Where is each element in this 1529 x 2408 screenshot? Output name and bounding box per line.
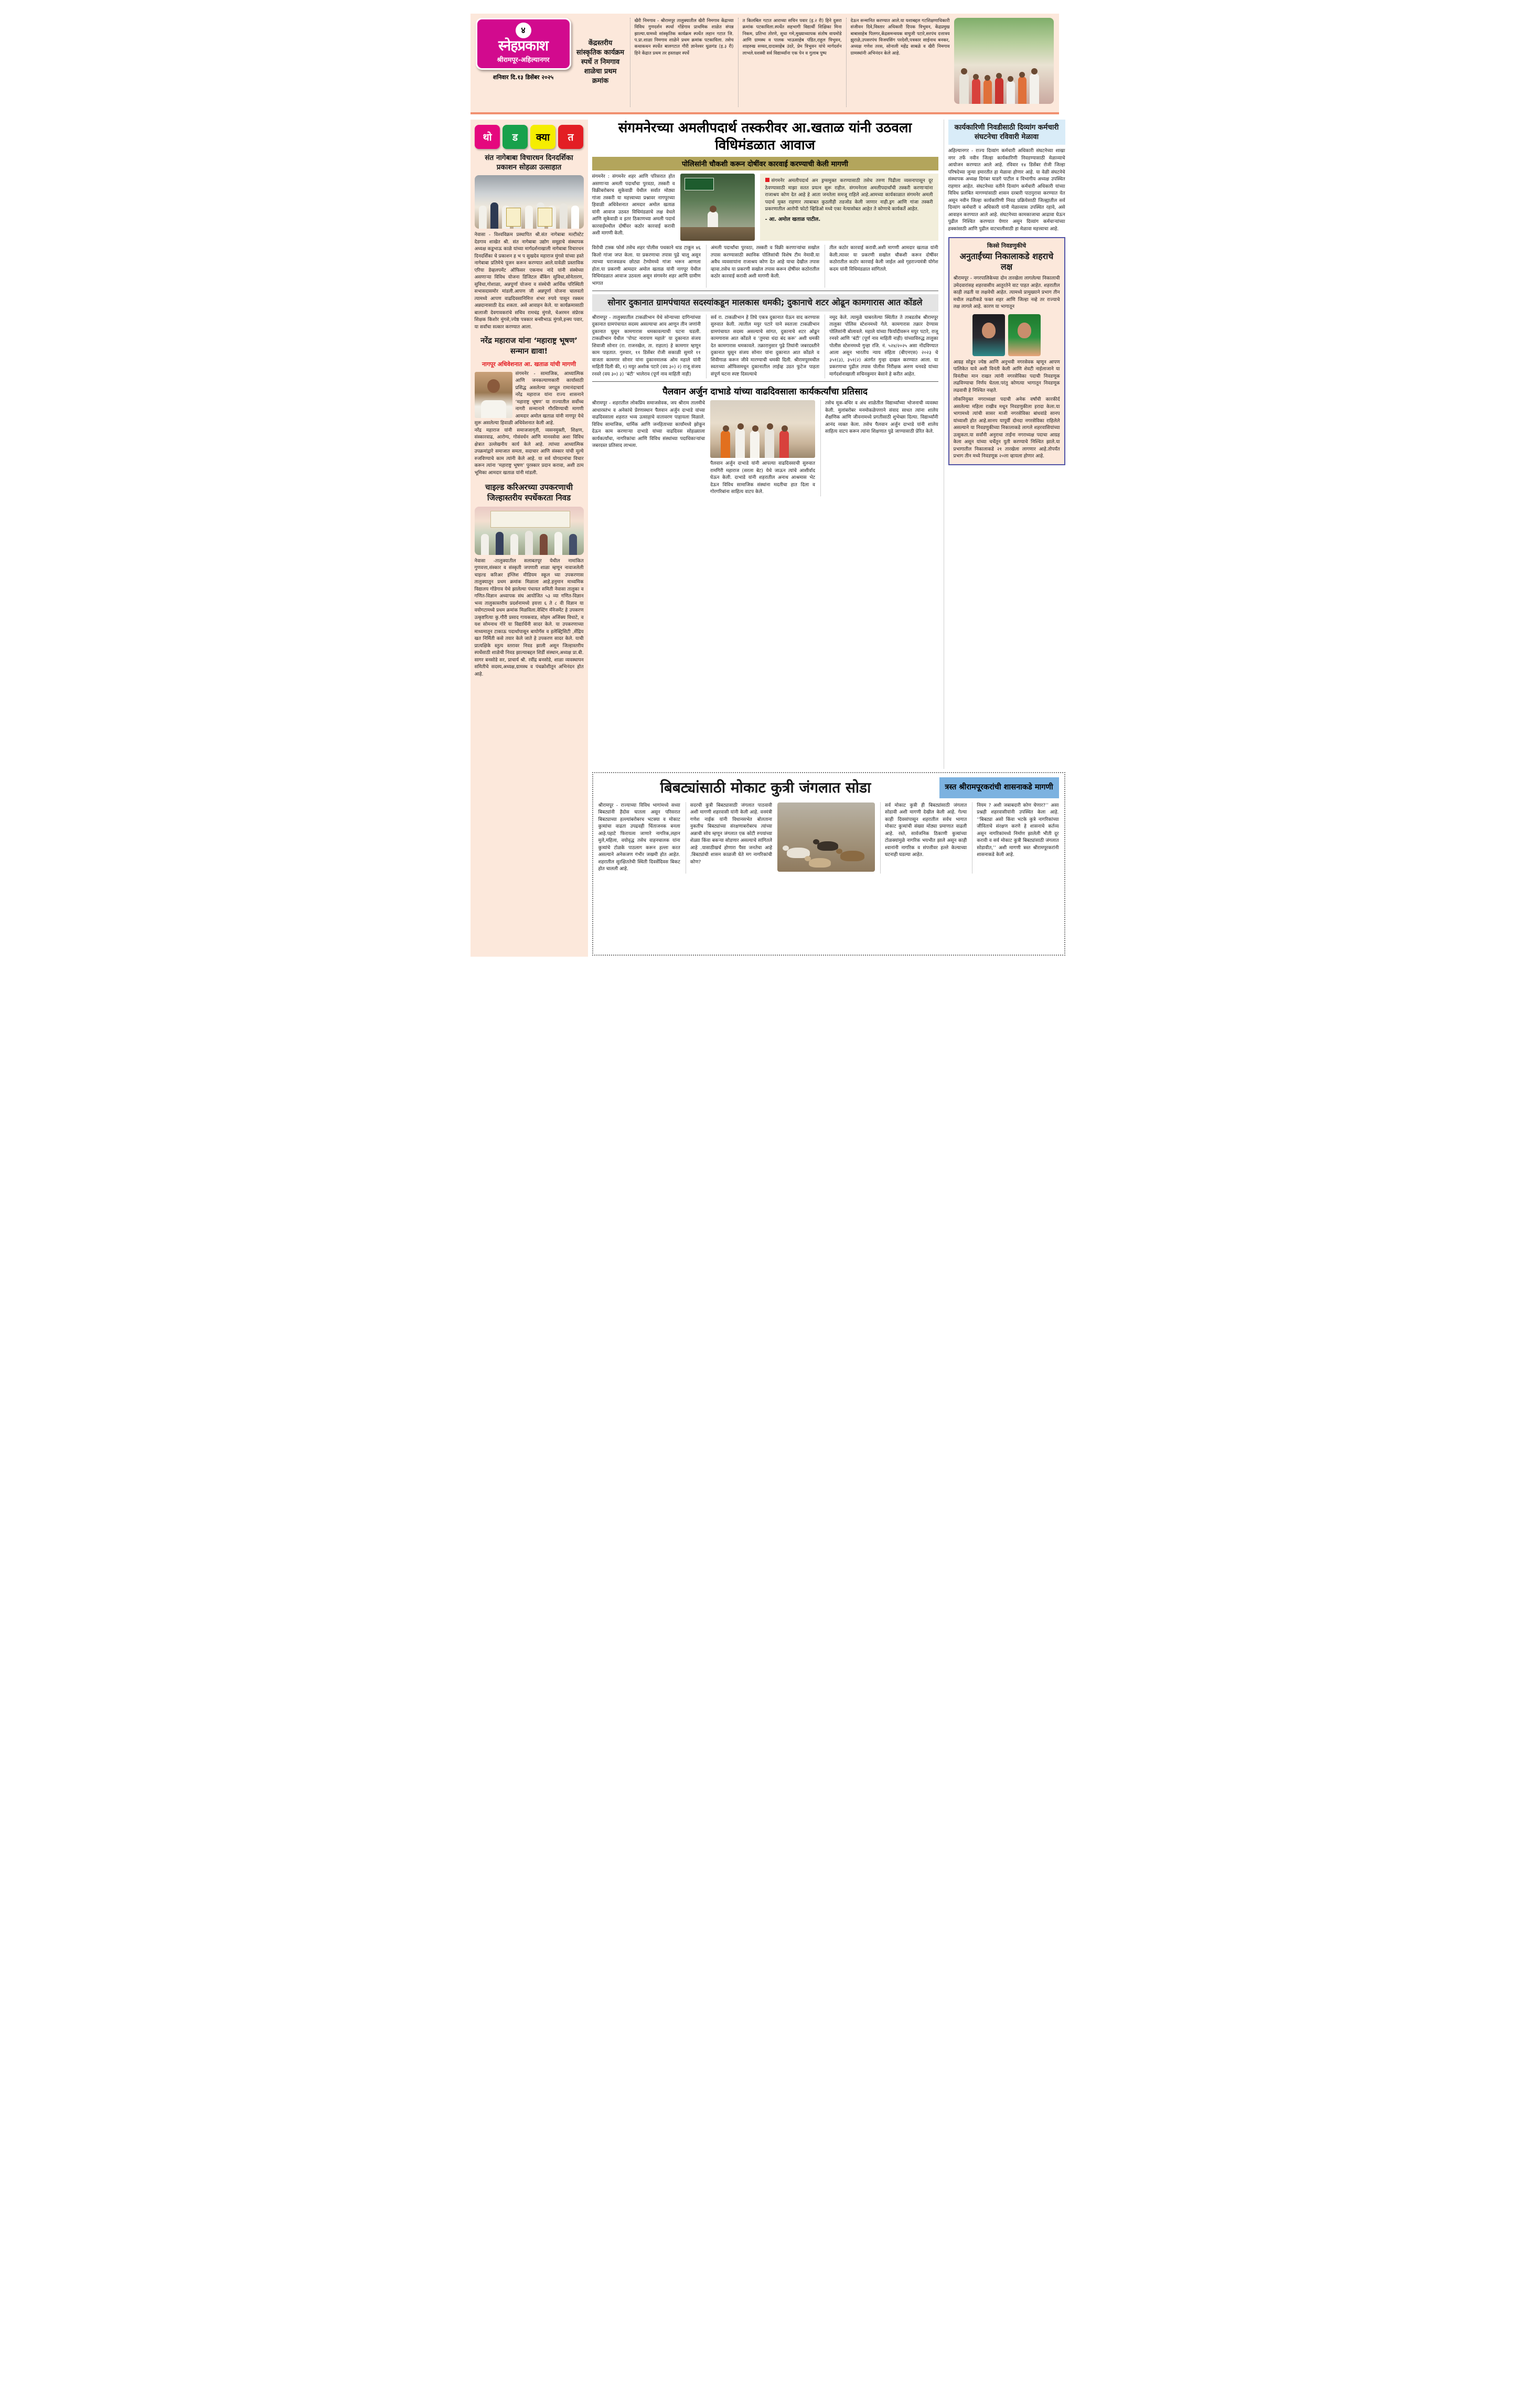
right-column xyxy=(944,120,1065,769)
top-article-col-2: त किलबिल गटात आराध्या सचिन पवार (इ.२ री) हिने दुसरा क्रमांक पटकाविला.स्पर्धेत सहभागी विद्यार्थी शिक्षिका मिना निकम, प्रतिभा तोरणे, सुधा गमे,मुख्याध्यापक संतोष वायमोडे आणि ग्रामस्थ व पालक भाऊसाहेब पंडित,राहुल त्रिभुवन, शाहरुख सय्यद,दादासाहेब उंदरे, प्रेम त्रिभुवन यांचे मार्गदर्शन लाभले.यशस्वी सर्व विद्यार्थ्यांना एक पेन व गुलाब पुष्प xyxy=(738,18,842,107)
anutai-col-3: लोकनियुक्त नगराध्यक्षा पदाची अनेक वर्षांची कारकीर्द असलेल्या महिला राखीव मधून निवडणुकीला इरादा केला.या भागामध्ये त्यांची सासर माजी नगरसेविका बांधवांडे सानप यांच्याशी होत आहे.सानप यापूर्वी दोनदा नगरसेविका राहिलेले असल्याने या निवडणुकीच्या निकालाकडे लागले शहरवासियांच्या उत्सुकता.या सर्वांनी अनुराधा ताईंना नगराध्यक्ष पदाचा आग्रह केला असून यांच्या चर्चेतून युती करण्याचे निश्चित झाले.या प्रभागातील निकालाकडे २१ तारखेला लागणार आहे.तोपर्यंत प्रभाग तीन मध्ये निवडणूक २०ला व्हायला होणार आहे. xyxy=(953,397,1060,459)
pailwan-article-photo xyxy=(710,400,815,458)
portrait-candidate-1 xyxy=(972,314,1005,356)
bibtya-col-2: सदरची कुत्री बिबट्यासाठी जंगलात पाठवावी अशी मागणी शहरवासी यांनी केली आहे. वनमंत्री गणेश नाईक यांनी विधानसभेत बोलताना नुकतीच बिबट्यांच्या संरक्षणाबरोबरच त्यांच्या अन्नाची सोय म्हणून जंगलात एक कोटी रुपयांच्या शेळ्या किंवा बकऱ्या सोडणार असल्याचे सांगितले आहे .यासाठीखर्च होणारा पैसा जनतेचा आहे .बिबट्यांची शासन काळजी घेते मग नागरिकांची कोण? xyxy=(686,802,772,873)
pailwan-article-headline: पैलवान अर्जुन दाभाडे यांच्या वाढदिवसाला कार्यकर्त्यांचा प्रतिसाद xyxy=(662,387,868,398)
masthead xyxy=(476,18,571,107)
child-career-body: नेवासा -तालुक्यातील सलाबतपूर येथील नामांकित गुणवत्ता,संस्कार व संस्कृती जपणारी शाळा म्हणून नावाजलेली चाइल्ड करिअर इंग्लिश मीडियम स्कूल च्या उपकरणास तालुक्यातून प्रथम क्रमांक मिळाला आहे.हनुमान माध्यमिक विद्यालय गोंडेगाव येथे झालेल्या पंचायत समिती नेवासा तालुका व गणित-विज्ञान अध्यापक संघ आयोजित ५३ व्या गणित-विज्ञान भव्य तालुकास्तरीय प्रदर्शनामध्ये इयत्ता ६ ते ८ वी विज्ञान या वयोगटामध्ये प्रथम क्रमांक मिळविला.वेस्टिंग मॅनेजमेंट हे उपकरण उत्कृष्टरित्या कु.गौरी प्रसाद गायकवाड, सोहम अजिंक्य विधाटे, व यश सोमनाथ गोरे या विद्यार्थिनी सादर केले. या उपकरणाच्या माध्यमातून टाकाऊ पदार्थापासून बायोगॅस व इलेक्ट्रिसिटी ,सेंद्रिय खत निर्मिती कसे तयार केले जाते हे उपकरण सादर केले. याची प्रात्यक्षिके स्तुत्य स्तरावर निवड झाली असून जिल्हास्तरीय स्पर्धेसाठी शाळेची निवड झाल्याबद्दल शिर्डी संस्थान,अध्यक्ष प्रा.बी. सागर बनसोडे सर, प्राचार्य श्री. रवींद्र बनसोडे, शाळा व्यवस्थापन समितीचे सदस्य,अध्यक्ष,ग्रामस्थ व पंचक्रोशीतून अभिनंदन होत आहे. xyxy=(474,558,584,677)
top-strip xyxy=(471,14,1059,114)
top-article-photo-children-group xyxy=(954,18,1054,104)
quote-text: संगमनेर अमलीपदार्थ अन ड्रग्समुक्त करण्यासाठी तसेच तरुण पिढीला व्यसनापासून दूर ठेवण्यासाठी माझा सतत प्रयत्न सुरू राहील. संगमनेरला अमलीपदार्थांची तस्करी करणाऱ्यांना राजाश्रय कोण देत आहे हे आता जनतेला समजू राहिले आहे.आमच्या कार्यकाळात संगमनेर अमली पदार्थ मुक्त राहणार त्याबाबत कुठलीही तडजोड केली जाणार नाही.ड्रग आणि गांजा तस्करी प्रकरणातील आरोपी फोटो व्हिडिओ मध्ये एका नेत्यासोबत आहेत ते कोणाचे कार्यकर्ते आहेत. xyxy=(765,178,933,212)
main-article-quote-box xyxy=(760,174,938,241)
tile-kya: क्या xyxy=(530,125,555,149)
thodkyat-banner xyxy=(475,125,584,149)
top-article-headline: केंद्रस्तरीय सांस्कृतिक कार्यक्रम स्पर्धे त निमगाव शाळेचा प्रथम क्रमांक xyxy=(576,39,625,85)
main-article-col-1: संगमनेर : संगमनेर शहर आणि परिसरात होत असणाऱ्या अमली पदार्थांचा पुरवठा, तस्करी व विक्रीबरोबरच सुकेवाडी येथील सर्वात मोठ्या गांजा तस्करी या महत्त्वाच्या प्रश्नावर नागपूरच्या हिवाळी अधिवेशनात आमदार अमोल खताळ यांनी आवाज उठवत विधिमंडळाचे लक्ष वेधले आणि सुकेवाडी व इतर ठिकाणच्या अमली पदार्थ कारवाईमधील दोषींवर कठोर कारवाई करावी अशी मागणी केली. xyxy=(592,174,675,236)
anutai-col-2: आग्रह सोडून ज्येष्ठ आणि अनुभवी नगरसेवक म्हणून आपण पालिकेत यावे अशी विनंती केली आणि शेवटी नाईलाजाने या विनंतीचा मान राखत त्यांनी नगरसेविका पदाची निवडणूक लढविण्याचा निर्णय घेतला.परंतु कोणत्या भागातून निवडणूक लढवावी हे निश्चित नव्हते. xyxy=(953,359,1060,393)
bibtya-demand-box: त्रस्त श्रीरामपूरकरांची शासनाकडे मागणी xyxy=(939,777,1059,798)
paper-title: स्नेहप्रकाश xyxy=(498,38,549,54)
melava-article-headline: कार्यकारिणी निवडीसाठी दिव्यांग कर्मचारी संघटनेचा रविवारी मेळावा xyxy=(948,120,1065,145)
bibtya-col-1: श्रीरामपूर - राज्याच्या विविध भागांमध्ये सध्या बिबट्यांनी हैदोस घातला असून परिसरात बिबट्याच्या हल्ल्यांबरोबरच भटक्या व मोकाट कुत्र्यांचा वाढता उपद्रवही चिंताजनक बनला आहे.पहाटे फिरायला जाणारे नागरिक,लहान मुले,महिला, वयोवृद्ध तसेच वाहनचालक यांना कुत्र्यांचे टोळके पाठलाग करून हल्ला करत असल्याने अनेकजण गंभीर जखमी होत आहेत. शहरातील सुरक्षिततेची स्थिती दिवसेंदिवस बिकट होत चालली आहे. xyxy=(598,802,680,872)
bibtya-section xyxy=(592,772,1065,956)
issue-date: शनिवार दि.१३ डिसेंबर २०२५ xyxy=(493,73,554,81)
anutai-article-box xyxy=(948,237,1065,465)
paper-edition: श्रीरामपूर-अहिल्यानगर xyxy=(497,55,550,63)
bibtya-col-3: सर्व मोकाट कुत्री ही बिबट्यांसाठी जंगलात सोडावी अशी मागणी देखील केली आहे. गेल्या काही दिवसांपासून शहरातील सर्वच भागात मोकाट कुत्र्यांची संख्या मोठ्या प्रमाणात वाढली आहे. रस्ते, सार्वजनिक ठिकाणी कुत्र्यांच्या टोळक्यांमुळे नागरिक भयभीत झाले असून काही श्वानांनी नागरिक व संपत्तीवर हल्ले केल्याच्या घटनाही घडल्या आहेत. xyxy=(880,802,967,873)
divider xyxy=(592,381,938,382)
anutai-portraits xyxy=(954,314,1060,356)
calendar-article-body: नेवासा - विश्वविक्रम प्रस्थापित श्री.संत नागेबाबा मल्टीस्टेट देडगाव शाखेत श्री. संत नागेबाबा उद्योग समूहाचे संस्थापक अध्यक्ष कडूभाऊ काळे यांच्या मार्गदर्शनाखाली नागेबाबा विचारधन दिनदर्शिका चे प्रकाशन ह भ प सुखदेव महाराज मुंगसे यांच्या हस्ते नागेबाबा प्रतिमेचे पूजन करून करण्यात आले.यावेळी प्रस्ताविक एरिया डेव्हलपमेंट ऑफिसर एकनाथ नांदे यांनी संस्थेच्या असणाऱ्या विविध योजना डिजिटल बँकिंग सुविधा,सोनेतारण, सुविधा,गोशाळा, अन्नपूर्णा योजना व संस्थेची आर्थिक परिस्थिती सभासदासमोर मांडली.आपण जी अन्नपूर्णा योजना चालवतो त्यामध्ये आपण वाढदिवसानिमित्त शंभर रुपये पासून रक्कम अन्नदानासाठी देऊ शकता. असे आवाहन केले. या कार्यक्रमासाठी बालाजी देवगावकरांचे सचिव रामचंद्र मुंगसे, चेअरमन संप्रेरक शिक्षक किशोर मुंगसे,ज्येष्ठ पत्रकार बन्सीभाऊ मुंगसे,इन्स्प पवार, या सर्वांचा सत्कार करण्यात आला. xyxy=(474,232,584,330)
bhushan-article-portrait xyxy=(475,372,512,418)
page-number-badge: ४ xyxy=(516,23,531,38)
tile-ta: त xyxy=(558,125,583,149)
bhushan-article-body: संगमनेर - सामाजिक, आध्यात्मिक आणि जनकल्याणकारी कार्यासाठी प्रसिद्ध असलेल्या जगद्गुरु रामानंदाचार्य नरेंद्र महाराज यांना राज्य शासनाने ‘महाराष्ट्र भूषण’ या राज्यातील सर्वोच्च नागरी सन्मानाने गौरविण्याची मागणी आमदार अमोल खताळ यांनी नागपूर येथे सुरू असलेल्या हिवाळी अधिवेशनात केली आहे. xyxy=(474,371,584,426)
main-article-col-3: अंमली पदार्थांचा पुरवठा, तस्करी व विक्री करणाऱ्यांचा सखोल तपास करण्यासाठी स्थानिक पोलिसांची विशेष टीम नेमावी.या अवैध व्यवसायांना राजाश्रय कोण देत आहे याचा देखील तपास व्हावा.तसेच या प्रकरणी सखोल तपास करून दोषींवर कठोरातील कठोर कारवाई करावी अशी मागणी केली. xyxy=(706,245,819,287)
sonar-article-headline: सोनार दुकानात ग्रामपंचायत सदस्यांकडून मालकास धमकी; दुकानाचे शटर ओढून कामगारास आत कोंडले xyxy=(592,294,938,312)
masthead-box xyxy=(476,18,571,70)
main-article-photo-assembly xyxy=(680,174,755,241)
main-article-columns xyxy=(592,245,938,287)
sonar-col-3: नमूद केले. त्यामुळे घाबरलेल्या स्थितीत ते ताबडतोब श्रीरामपूर तालुका पोलिस स्टेशनमध्ये गेले. कामगारास तक्रार देण्यास पोलिसांनी बोलावले. महाले यांच्या फिर्यादीवरून मयुर पटारे, राजू रनवरे आणि ‘बंटी’ (पूर्ण नाव माहिती नाही) यांच्याविरुद्ध तालुका पोलीस स्टेशनमध्ये गुन्हा रजि. नं. ५२४/२०२५ असा नोंदविण्यात आला असून भारतीय न्याय संहिता (बीएनएस) २०२३ चे ३५१(३), ३५१(२) अंतर्गत गुन्हा दाखल करण्यात आला. या प्रकरणाचा पुढील तपास पोलीस निरीक्षक अरुण धनवडे यांच्या मार्गदर्शनाखाली सचिनकुमार बेसाने हे करीत आहेत. xyxy=(825,315,938,379)
center-column xyxy=(592,120,938,769)
calendar-article-photo xyxy=(475,175,584,229)
bhushan-article-headline: नरेंद्र महाराज यांना ‘महाराष्ट्र भूषण’ सन्मान द्यावा! xyxy=(480,337,578,356)
bibtya-header xyxy=(598,777,1059,798)
child-career-headline: चाइल्ड करिअरच्या उपकरणाची जिल्हास्तरीय स्पर्धेकरता निवड xyxy=(485,483,573,503)
bibtya-photo-stray-dogs xyxy=(777,802,875,872)
main-article-top xyxy=(592,174,938,241)
sonar-col-1: श्रीरामपूर - तालुक्यातील टाकळीभान येथे सोन्याच्या दागिन्यांच्या दुकानात ग्रामपंचायत सदस्य असल्याचा आव आणून तीन जणांनी दुकानात घुसून कामगारास धमकावल्याची घटना घडली. टाकळीभान येथील ‘पोपट नारायण महाले’ या दुकानात संजय शिवाजी सोनार (रा. राजनखेल, ता. राहाता) हे कामगार म्हणून काम पाहतात. गुरुवार, ११ डिसेंबर रोजी सकाळी सुमारे ११ वाजता कामगार सोनार यांना दुकानमालक ओम महाले यांनी माहिती दिली की, १) मयुर अशोक पटारे (वय ३०) २) राजू संजय रनवरे (वय ३०) ३) ‘बंटी’ भालेराव (पूर्ण नाव माहिती नाही) xyxy=(592,315,701,377)
pailwan-article-row xyxy=(592,400,938,496)
bibtya-headline: बिबट्यांसाठी मोकाट कुत्री जंगलात सोडा xyxy=(660,778,871,796)
pailwan-col-2: पैलवान अर्जुन दाभाडे यांनी आपल्या वाढदिवसाची सुरुवात रामगिरी महाराज (सरला बेट) येथे जाऊन त्यांचे आशीर्वाद घेऊन केली. दाभाडे यांनी शहरातील अनाथ आश्रमास भेट देऊन विविध सामाजिक संस्थांना मदतीचा हात दिला व गोरगरिबांना साहित्य वाटप केले. xyxy=(710,461,815,495)
main-article-subhead: पोलिसांनी चौकशी करून दोषींवर कारवाई करण्याची केली मागणी xyxy=(592,157,938,170)
main-article-col-2: विरोधी टास्क फोर्स तसेच शहर पोलीस पथकाने धाड टाकून ४६ किलो गांजा जप्त केला. या प्रकरणाचा तपास पुढे चालू असून त्याच्या घराजवळच छोट्या टेम्पोमध्ये गांजा भरून आणला होता.या प्रकरणी आमदार अमोल खताळ यांनी नागपूर येथील विधिमंडळात आवाज उठवला असून संगमनेर शहर आणि ग्रामीण भागात xyxy=(592,245,701,286)
anutai-headline: अनुताईंच्या निकालाकडे शहराचे लक्ष xyxy=(959,251,1054,272)
bibtya-columns xyxy=(598,802,1059,873)
top-article-col-3: देऊन सन्मानित करण्यात आले.या यशाबद्दल गटशिक्षणाधिकारी संजीवन दिवे,विस्तार अधिकारी दिपक त्रिभुवन, केंद्रप्रमुख बाबासाहेब पिलगर,केंद्रसमन्वयक वाघुजी पटारे,सरपंच दत्तात्रय झुराळे,उपसरपंच विजयसिंग परदेशी,पत्रकार साईनाथ बनकर, अध्यक्ष गणेश तरस, सोनाली महेंद्र साबळे व खैरी निमगाव ग्रामस्थांनी अभिनंदन केले आहे. xyxy=(846,18,950,107)
anutai-kicker: किस्से निवडणुकीचे xyxy=(987,242,1027,250)
melava-article-body: अहिल्यानगर - राज्य दिव्यांग कर्मचारी अधिकारी संघटनेच्या शाखा नगर तर्फे नवीन जिल्हा कार्यकारिणी निवडण्यासाठी मेळाव्याचे आयोजन करण्यात आले आहे. रविवार १४ डिसेंबर रोजी जिल्हा परिषदेच्या जुन्या इमारतीत हा मेळावा होणार आहे. या वेळी संघटनेचे संस्थापक अध्यक्ष दिगंबर घाडगे पाटील व विभागीय अध्यक्ष उपस्थित राहणार आहेत. संघटनेच्या वतीने दिव्यांग कर्मचारी अधिकारी यांच्या विविध प्रलंबित मागण्यांसाठी शासन दरबारी पाठपुरावा करण्यात येत असून नवीन जिल्हा कार्यकारिणी निवड प्रक्रियेसाठी जिल्ह्यातील सर्व दिव्यांग कर्मचारी व अधिकारी यांनी मेळाव्यास उपस्थित रहावे, असे आवाहन करण्यात आले आहे. संघटनेच्या कामकाजाचा आढावा घेऊन पुढील निश्चित करण्यात येणार असून दिव्यांग कर्मचाऱ्यांच्या हक्कांसाठी आणि पुढील वाटचालीसाठी हा मेळावा महत्त्वाचा आहे. xyxy=(948,148,1065,232)
bhushan-article-bodywrap xyxy=(475,371,584,477)
pailwan-col-1: श्रीरामपूर - शहरातील लोकप्रिय समाजसेवक, जय श्रीराम तालमीचे आधारस्तंभ व अनेकांचे प्रेरणास्थान पैलवान अर्जुन दाभाडे यांच्या वाढदिवसाला शहरात भव्य उत्साहाचे वातावरण पाहायला मिळाले. विविध सामाजिक, धार्मिक आणि जनहिताच्या कार्यांमध्ये झोकून देऊन काम करणाऱ्या दाभाडे यांच्या वाढदिवस सोहळ्याला कार्यकर्त्यांचा, नागरिकांचा आणि विविध संस्थांच्या पदाधिकाऱ्यांचा जबरदस्त प्रतिसाद लाभला. xyxy=(592,401,705,449)
anutai-col-1: श्रीरामपूर - नगरपालिकेच्या दोन तारखेला लागलेल्या निकालाची उमेदवारांसह शहरवासीय आतुरतेने वाट पाहत आहेत. शहरातील काही लढती या लक्षवेधी आहेत. त्यामध्ये प्रामुख्याने प्रभाग तीन मधील लढतीकडे फक्त शहर आणि जिल्हा नव्हे तर राज्याचे लक्ष लागले आहे. कारण या भागातून xyxy=(953,276,1060,310)
sonar-col-2: सर्व रा. टाकळीभान हे तिघे एकत्र दुकानात येऊन वाद करण्यास सुरुवात केली. त्यातील मयुर पटारे याने स्वतःला टाकळीभान ग्रामपंचायत सदस्य असल्याचे सांगत, दुकानाचे शटर ओढून कामगारास आत कोंडले व ‘तुमचा धंदा बंद करू’ अशी धमकी देत कामगारास धमकावले. तक्रारानुसार पुढे तिघांनी जबरदस्तीने दुकानात घुसून संजय सोनार यांना दुकानात आत कोंडले व शिवीगाळ करून जीवे मारण्याची धमकी दिली. श्रीरामपूरमधील स्वतःच्या ऑफिसमधून दुकानातील लाईव्ह उडत फुटेज पाहता संपूर्ण घटना स्पष्ट दिसल्याचे xyxy=(706,315,819,379)
top-article-col-1: खैरी निमगाव - श्रीरामपूर तालुक्यातील खैरी निमगाव केंद्राच्या विविध गुणदर्शन स्पर्धा गोंडेगाव प्राथमिक शाळेत संपन्न झाल्या.यामध्ये सांस्कृतिक कार्यक्रम स्पर्धेत लहान गटात जि. प.प्रा.शाळा निमगाव शाळेने प्रथम क्रमांक पटकाविला. तसेच कथाकथन स्पर्धेत बालगटात गौरी ज्ञानेश्वर धुळगंड (इ.३ री) हिने केंद्रात प्रथम तर हस्ताक्षर स्पर्धे xyxy=(630,18,734,107)
pailwan-photo-wrap xyxy=(710,400,815,496)
left-column xyxy=(471,120,588,957)
quote-bullet-icon xyxy=(765,178,769,182)
sonar-article-columns xyxy=(592,315,938,379)
tile-da: ड xyxy=(502,125,528,149)
child-career-photo xyxy=(475,507,584,555)
main-article-col-4: तील कठोर कारवाई करावी.अशी मागणी आमदार खताळ यांनी केली.त्यावर या प्रकरणी सखोल चौकशी करून दोषींवर कठोरातील कठोर कारवाई केली जाईल असे गृहराज्यमंत्री योगेश कदम यांनी विधिमंडळात सांगितले. xyxy=(825,245,938,287)
calendar-article-headline: संत नागेबाबा विचारधन दिनदर्शिका प्रकाशन सोहळा उत्साहात xyxy=(485,154,573,172)
bhushan-article-subhead: नागपूर अधिवेशनात आ. खताळ यांची मागणी xyxy=(482,360,576,368)
bibtya-col-4: नियम ? अशी जबाबदारी कोण घेणार?’’ असा प्रश्नही शहरवासीयांनी उपस्थित केला आहे. ‘‘बिबट्या असो किंवा भटके कुत्रे नागरिकांच्या जीविताचे संरक्षण करणे हे शासनाचे कर्तव्य असून नागरिकांमध्ये निर्माण झालेली भीती दूर करावी व सर्व मोकाट कुत्री बिबट्यांसाठी जंगलात सोडावीत,’’ अशी मागणी त्रस्त श्रीरामपूरकरांनी शासनाकडे केली आहे. xyxy=(972,802,1058,873)
main-article-headline: संगमनेरच्या अमलीपदार्थ तस्करीवर आ.खताळ यांनी उठवला विधिमंडळात आवाज xyxy=(618,120,912,153)
bhushan-article-body2: नरेंद्र महाराज यांनी समाजजागृती, व्यसनमुक्ती, शिक्षण, संस्कारवाढ, आरोग्य, गोसंवर्धन आणि मानवसेवा अशा विविध क्षेत्रात उल्लेखनीय कार्य केले आहे. त्यांच्या आध्यात्मिक उपक्रमांद्वारे समाजात समता, सदाचार आणि संस्कार यांची मूल्ये रुजविण्याचे काम त्यांनी केले आहे. या सर्व योगदानांचा विचार करून त्यांना ‘महाराष्ट्र भूषण’ पुरस्कार प्रदान करावा, अशी ठाम भूमिका आमदार खताळ यांनी मांडली. xyxy=(474,427,584,476)
newspaper-page xyxy=(459,0,1071,963)
portrait-candidate-2 xyxy=(1008,314,1041,356)
bibtya-photo-wrap xyxy=(777,802,875,873)
pailwan-col-3: तसेच मूक-बधिर व अंध शाळेतील विद्यार्थ्यांच्या भोजनाची व्यवस्था केली. मुलांबरोबर मनमोकळेपणाने संवाद साधत त्यांना शालेय शैक्षणिक आणि जीवनामध्ये प्रगतीसाठी शुभेच्छा दिल्या. विद्यार्थ्यांनी आनंद व्यक्त केला. तसेच पैलवान अर्जुन दाभाडे यांनी शालेय साहित्य वाटप करून त्यांना शिक्षणात पुढे जाण्यासाठी प्रेरित केले. xyxy=(820,400,938,496)
tile-tho: थो xyxy=(475,125,500,149)
quote-attribution: - आ. अमोल खताळ पाटील. xyxy=(765,216,821,222)
